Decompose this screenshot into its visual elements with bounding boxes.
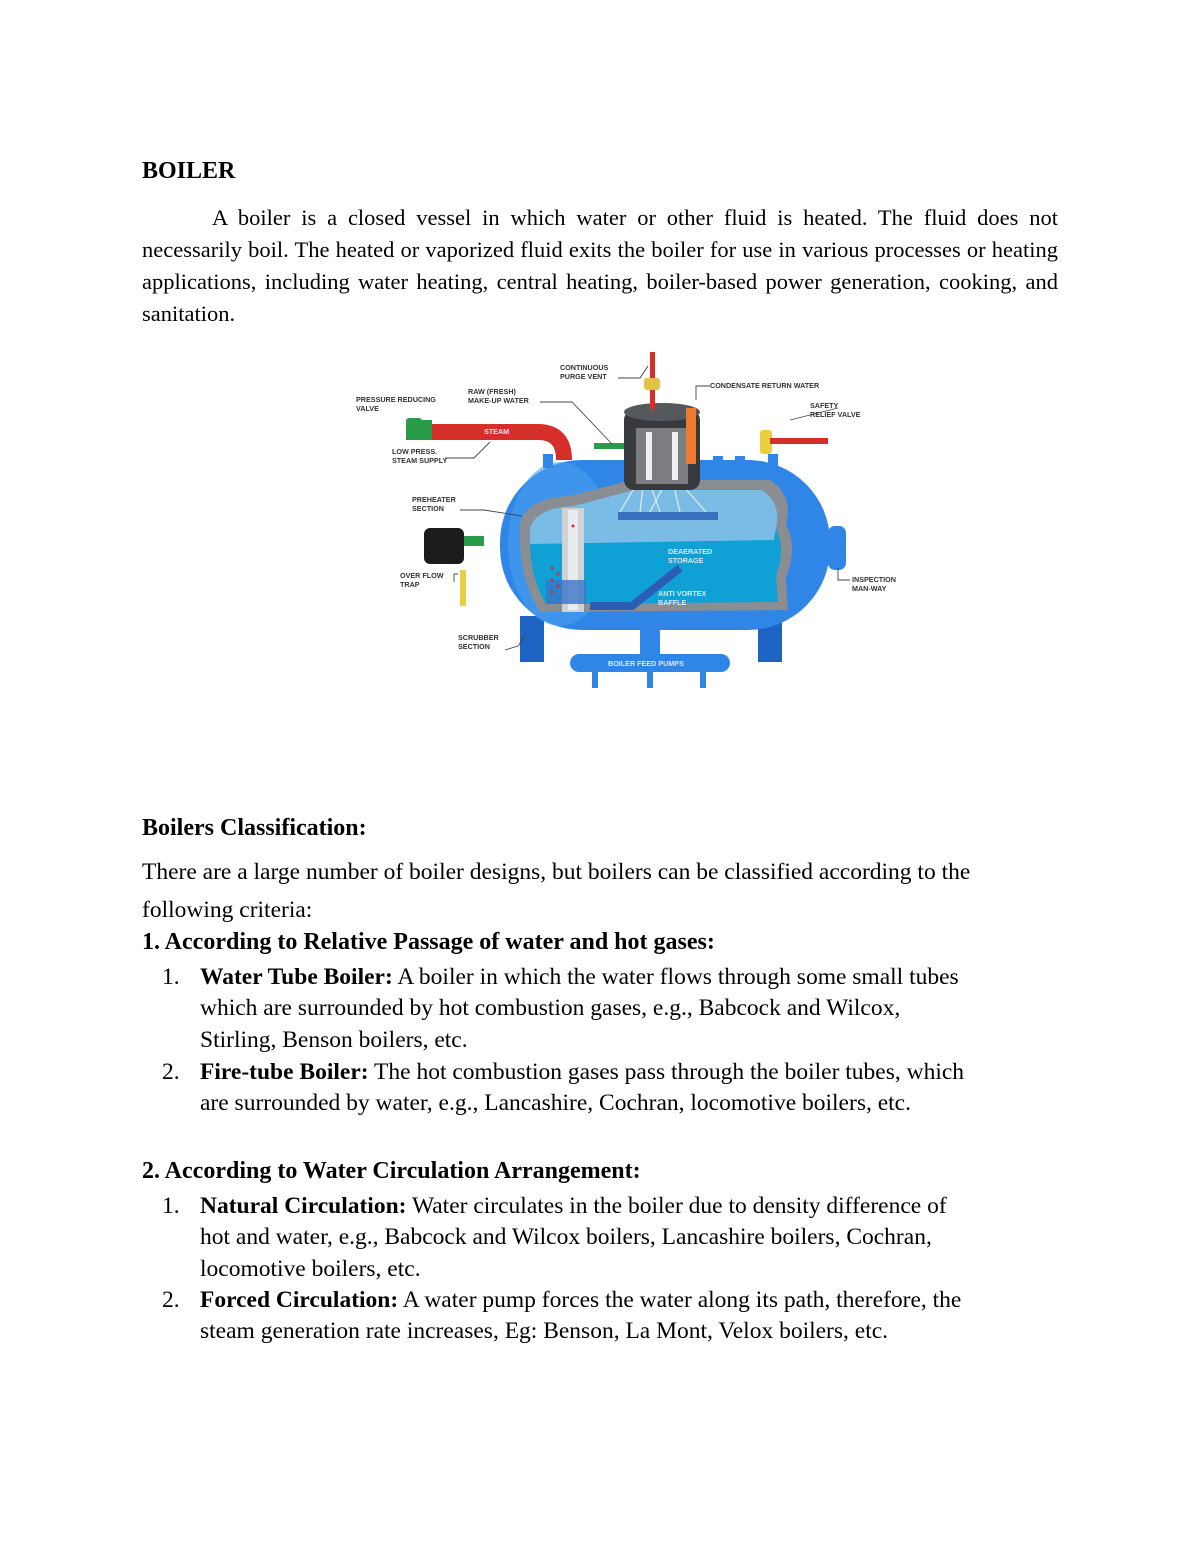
diagram-label: ANTI VORTEX BAFFLE xyxy=(658,589,707,607)
diagram-label: DEAERATED STORAGE xyxy=(668,547,713,565)
boiler-diagram xyxy=(350,348,910,708)
diagram-label: CONDENSATE RETURN WATER xyxy=(710,381,820,390)
list-term: Forced Circulation: xyxy=(200,1287,399,1313)
classification-intro: There are a large number of boiler designs, but boilers can be classified according to the following criteria: xyxy=(142,859,971,923)
diagram-label: INSPECTION MAN-WAY xyxy=(852,575,896,593)
diagram-label: SAFETY RELIEF VALVE xyxy=(810,401,861,419)
list-text: Water circulates in the boiler due to density difference of hot and water, e.g., Babcock and Wilcox boilers, Lancashire boilers, Cochran, locomotive boilers, etc. xyxy=(200,1193,947,1282)
page-title: BOILER xyxy=(142,158,236,184)
pressure-reducing-valve xyxy=(406,418,422,440)
list-text: The hot combustion gases pass through the boiler tubes, which are surrounded by water, e.g., Lancashire, Cochran, locomotive boilers, etc. xyxy=(200,1059,965,1117)
list-number: 2. xyxy=(162,1287,180,1313)
criterion-heading: 1. According to Relative Passage of water and hot gases: xyxy=(142,929,715,955)
list-item xyxy=(162,1285,982,1348)
list-number: 2. xyxy=(162,1059,180,1085)
inspection-manway xyxy=(828,526,846,570)
diagram-label: SCRUBBER SECTION xyxy=(458,633,499,651)
classification-heading: Boilers Classification: xyxy=(142,815,367,841)
diagram-label: STEAM xyxy=(484,427,510,436)
diagram-label: PREHEATER SECTION xyxy=(412,495,456,513)
criterion-heading: 2. According to Water Circulation Arrangement: xyxy=(142,1158,641,1184)
list-text: A boiler in which the water flows through some small tubes which are surrounded by hot combustion gases, e.g., Babcock and Wilcox, Stirling, Benson boilers, etc. xyxy=(200,964,959,1053)
diagram-label: OVER FLOW TRAP xyxy=(400,571,444,589)
condensate-return-pipe xyxy=(686,408,696,464)
diagram-label: LOW PRESS. STEAM SUPPLY xyxy=(392,447,448,465)
diagram-label: RAW (FRESH) MAKE-UP WATER xyxy=(468,387,529,405)
intro-paragraph: A boiler is a closed vessel in which water or other fluid is heated. The fluid does not necessarily boil. The heated or vaporized fluid exits the boiler for use in various processes or heating applications, including water heating, central heating, boiler-based power generation, cooking, and sanitation. xyxy=(142,205,1058,326)
list-item xyxy=(162,1057,982,1120)
list-number: 1. xyxy=(162,1193,180,1219)
list-number: 1. xyxy=(162,964,180,990)
list-item xyxy=(162,962,982,1056)
spray-tray xyxy=(618,512,718,520)
boiler-illustration xyxy=(350,348,910,708)
list-term: Water Tube Boiler: xyxy=(200,964,393,990)
overflow-trap-box xyxy=(424,528,464,564)
list-item xyxy=(162,1191,982,1285)
diagram-label: CONTINUOUS PURGE VENT xyxy=(560,363,609,381)
list-term: Fire-tube Boiler: xyxy=(200,1059,369,1085)
list-text: A water pump forces the water along its path, therefore, the steam generation rate increases, Eg: Benson, La Mont, Velox boilers, etc. xyxy=(200,1287,962,1345)
boiler-leg-left xyxy=(520,616,544,662)
diagram-label: BOILER FEED PUMPS xyxy=(608,659,684,668)
list-term: Natural Circulation: xyxy=(200,1193,407,1219)
diagram-label: PRESSURE REDUCING VALVE xyxy=(356,395,436,413)
